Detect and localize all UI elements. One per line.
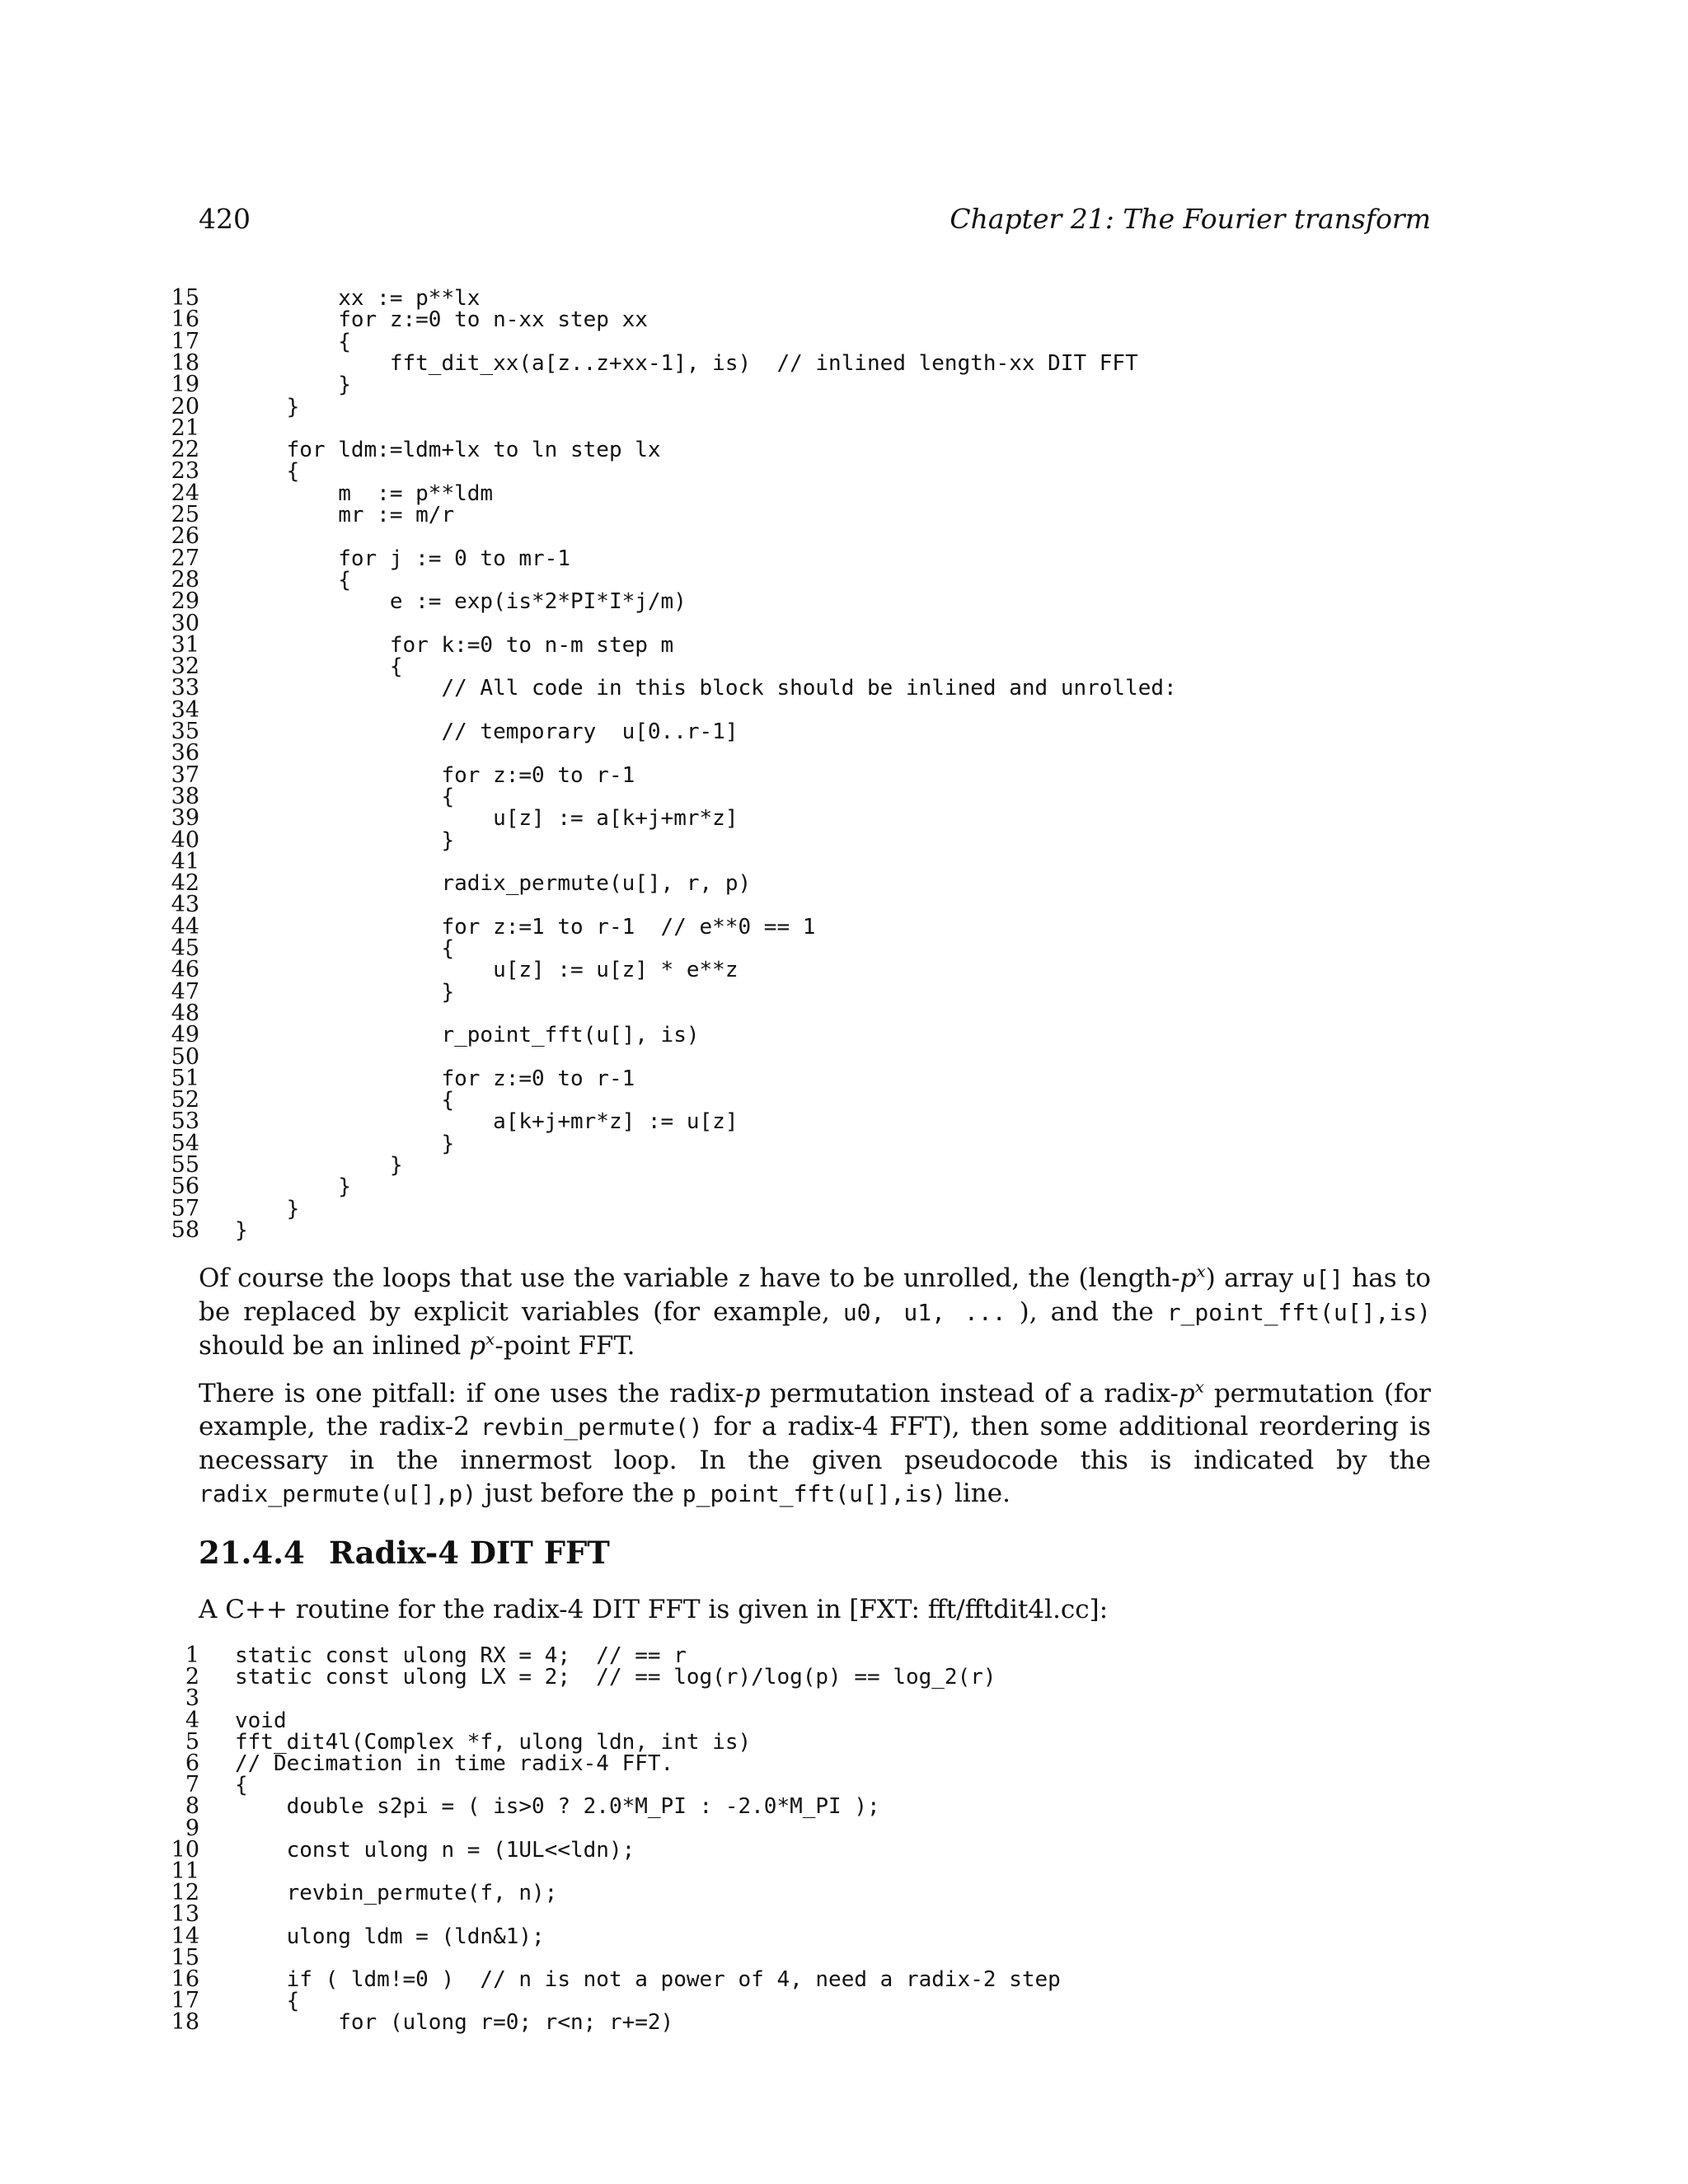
pseudocode-listing xyxy=(153,284,1439,1243)
line-number: 54 xyxy=(171,1130,199,1156)
line-number: 10 xyxy=(171,1836,199,1863)
line-number: 27 xyxy=(171,545,199,571)
line-number: 31 xyxy=(171,631,199,658)
code-text: { xyxy=(235,936,455,961)
line-number: 21 xyxy=(171,415,199,441)
code-text: revbin_permute(f, n); xyxy=(235,1881,558,1906)
line-number: 11 xyxy=(171,1858,199,1884)
code-text: // All code in this block should be inlined and unrolled: xyxy=(235,676,1177,701)
line-number: 40 xyxy=(171,827,199,853)
code-text: m := p**ldm xyxy=(235,480,494,506)
line-number: 23 xyxy=(171,458,199,485)
code-text: for z:=0 to n-xx step xx xyxy=(235,307,648,333)
line-number: 1 xyxy=(185,1643,199,1668)
line-number: 56 xyxy=(171,1174,199,1200)
line-number: 28 xyxy=(171,566,199,593)
line-number: 34 xyxy=(171,696,199,723)
code-text: { xyxy=(235,1773,248,1798)
section-number: 21.4.4 xyxy=(199,1535,305,1571)
line-number: 43 xyxy=(171,892,199,918)
line-number: 57 xyxy=(171,1195,199,1221)
code-text: ulong ldm = (ldn&1); xyxy=(235,1924,545,1949)
line-number: 15 xyxy=(171,285,199,311)
line-number: 15 xyxy=(171,1944,199,1971)
code-text: static const ulong LX = 2; // == log(r)/log(p) == log_2(r) xyxy=(235,1665,996,1690)
code-text: } xyxy=(235,373,351,398)
code-text: fft_dit4l(Complex *f, ulong ldn, int is) xyxy=(235,1729,752,1755)
line-number: 24 xyxy=(171,480,199,506)
code-text: } xyxy=(235,827,455,853)
line-number: 49 xyxy=(171,1022,199,1048)
line-number: 13 xyxy=(171,1901,199,1928)
code-text: { xyxy=(235,459,300,485)
line-number: 37 xyxy=(171,762,199,788)
line-number: 8 xyxy=(185,1793,199,1820)
section-title: Radix-4 DIT FFT xyxy=(329,1535,610,1571)
paragraph-pitfall: There is one pitfall: if one uses the radix-p permutation instead of a radix-$p^x$ permutation (for example, the radix-2 revbin_permute() for a radix-4 FFT), then some additional reordering is necessary in the innermost loop. In the given pseudocode this is indicated by the radix_permute(u[],p) just before the p_point_fft(u[],is) line. xyxy=(199,1376,1431,1508)
page-number: 420 xyxy=(199,203,251,235)
line-number: 38 xyxy=(171,783,199,809)
line-number: 5 xyxy=(185,1728,199,1755)
code-text: mr := m/r xyxy=(235,503,455,527)
line-number: 39 xyxy=(171,805,199,832)
code-text: const ulong n = (1UL<<ldn); xyxy=(235,1837,635,1863)
line-number: 32 xyxy=(171,654,199,680)
line-number: 58 xyxy=(171,1216,199,1243)
line-number: 26 xyxy=(171,523,199,550)
line-number: 51 xyxy=(171,1065,199,1091)
line-number: 55 xyxy=(171,1152,199,1178)
code-text: } xyxy=(235,394,300,419)
line-number: 17 xyxy=(171,328,199,354)
code-text: for z:=0 to r-1 xyxy=(235,762,635,788)
code-text: } xyxy=(235,1217,248,1243)
line-number: 7 xyxy=(185,1772,199,1798)
code-text: r_point_fft(u[], is) xyxy=(235,1023,700,1048)
line-number: 30 xyxy=(171,610,199,636)
code-text: e := exp(is*2*PI*I*j/m) xyxy=(235,589,687,615)
line-number: 18 xyxy=(171,349,199,376)
code-text: if ( ldm!=0 ) // n is not a power of 4, need a radix-2 step xyxy=(235,1967,1061,1992)
code-text: // temporary u[0..r-1] xyxy=(235,719,738,744)
line-number: 12 xyxy=(171,1880,199,1906)
code-text: } xyxy=(235,1174,351,1200)
code-text: { xyxy=(235,567,351,593)
line-number: 4 xyxy=(185,1707,199,1733)
code-text: for k:=0 to n-m step m xyxy=(235,632,674,658)
code-text: { xyxy=(235,654,403,680)
line-number: 3 xyxy=(185,1685,199,1712)
line-number: 41 xyxy=(171,848,199,874)
line-number: 33 xyxy=(171,675,199,701)
code-text: for z:=0 to r-1 xyxy=(235,1066,635,1091)
line-number: 19 xyxy=(171,372,199,398)
line-number: 17 xyxy=(171,1988,199,2014)
line-number: 44 xyxy=(171,913,199,940)
line-number: 20 xyxy=(171,393,199,419)
code-text: xx := p**lx xyxy=(235,286,481,311)
section-heading xyxy=(199,1535,610,1571)
code-text: } xyxy=(235,1153,403,1178)
code-text: a[k+j+mr*z] := u[z] xyxy=(235,1109,738,1135)
line-number: 9 xyxy=(185,1815,199,1841)
running-head xyxy=(199,203,1431,241)
code-text: for z:=1 to r-1 // e**0 == 1 xyxy=(235,914,816,940)
line-number: 14 xyxy=(171,1923,199,1949)
line-number: 16 xyxy=(171,1966,199,1992)
line-number: 47 xyxy=(171,978,199,1005)
code-text: double s2pi = ( is>0 ? 2.0*M_PI : -2.0*M_PI ); xyxy=(235,1794,880,1820)
code-text: u[z] := u[z] * e**z xyxy=(235,958,738,983)
code-text: { xyxy=(235,1088,455,1113)
line-number: 18 xyxy=(171,2009,199,2036)
line-number: 46 xyxy=(171,957,199,983)
line-number: 53 xyxy=(171,1108,199,1135)
code-text: { xyxy=(235,329,351,354)
code-text: u[z] := a[k+j+mr*z] xyxy=(235,806,738,832)
code-text: static const ulong RX = 4; // == r xyxy=(235,1643,687,1668)
cpp-listing xyxy=(153,1642,1439,2054)
code-text: for j := 0 to mr-1 xyxy=(235,546,570,571)
line-number: 52 xyxy=(171,1087,199,1113)
line-number: 48 xyxy=(171,1000,199,1026)
line-number: 2 xyxy=(185,1664,199,1690)
line-number: 45 xyxy=(171,935,199,961)
code-text: } xyxy=(235,1196,300,1221)
line-number: 22 xyxy=(171,437,199,463)
line-number: 35 xyxy=(171,719,199,744)
chapter-title: Chapter 21: The Fourier transform xyxy=(950,203,1431,235)
line-number: 25 xyxy=(171,502,199,527)
line-number: 50 xyxy=(171,1043,199,1070)
code-text: { xyxy=(235,1989,300,2014)
code-text: { xyxy=(235,784,455,809)
code-text: // Decimation in time radix-4 FFT. xyxy=(235,1751,674,1776)
paragraph-routine-intro: A C++ routine for the radix-4 DIT FFT is given in [FXT: fft/fftdit4l.cc]: xyxy=(199,1595,1109,1624)
code-line xyxy=(153,2008,1439,2036)
code-text: } xyxy=(235,979,455,1005)
line-number: 29 xyxy=(171,588,199,615)
line-number: 16 xyxy=(171,307,199,333)
line-number: 42 xyxy=(171,870,199,897)
code-line xyxy=(153,1216,1439,1244)
code-text: for (ulong r=0; r<n; r+=2) xyxy=(235,2010,674,2036)
line-number: 6 xyxy=(185,1750,199,1776)
code-text: void xyxy=(235,1708,287,1733)
code-text: } xyxy=(235,1131,455,1156)
code-text: fft_dit_xx(a[z..z+xx-1], is) // inlined length-xx DIT FFT xyxy=(235,350,1138,376)
line-number: 36 xyxy=(171,740,199,766)
code-text: for ldm:=ldm+lx to ln step lx xyxy=(235,438,661,463)
paragraph-loop-unrolling: Of course the loops that use the variable z have to be unrolled, the $(length-p^x)$ array u[] has to be replaced by explicit variables (for example, u0, u1, ... ), and the r_point_fft(u[],is) should be an inlined $p^x$-point FFT. xyxy=(199,1261,1432,1361)
code-text: radix_permute(u[], r, p) xyxy=(235,871,752,897)
